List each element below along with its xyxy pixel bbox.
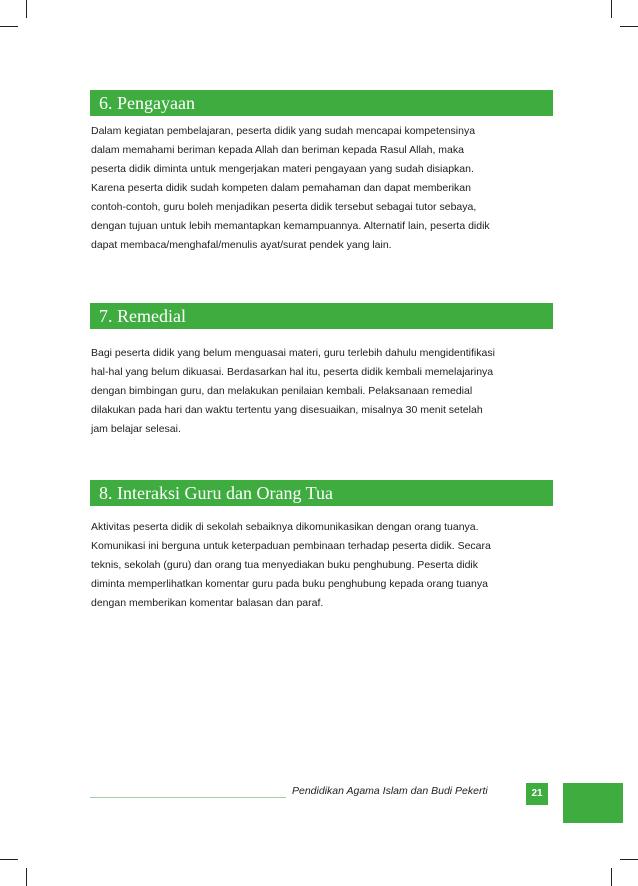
paragraph-line: contoh-contoh, guru boleh menjadikan peserta didik tersebut sebagai tutor sebaya, — [91, 201, 477, 213]
crop-mark — [611, 0, 612, 18]
crop-mark — [0, 859, 18, 860]
paragraph-line: peserta didik diminta untuk mengerjakan materi pengayaan yang sudah disiapkan. — [91, 163, 474, 175]
paragraph-line: dengan bimbingan guru, dan melakukan penilaian kembali. Pelaksanaan remedial — [91, 385, 473, 397]
paragraph-line: Aktivitas peserta didik di sekolah sebaiknya dikomunikasikan dengan orang tuanya. — [91, 521, 479, 533]
crop-mark — [26, 868, 27, 886]
paragraph-line: Dalam kegiatan pembelajaran, peserta didik yang sudah mencapai kompetensinya — [91, 125, 476, 137]
section-heading-interaksi: 8. Interaksi Guru dan Orang Tua — [90, 480, 553, 506]
paragraph-line: dengan memberikan komentar balasan dan paraf. — [91, 597, 324, 609]
paragraph-line: Karena peserta didik sudah kompeten dalam pemahaman dan dapat memberikan — [91, 182, 471, 194]
section-paragraph-pengayaan — [91, 122, 567, 255]
paragraph-line: jam belajar selesai. — [91, 423, 181, 435]
paragraph-line: diminta memperlihatkan komentar guru pada buku penghubung kepada orang tuanya — [91, 578, 488, 590]
footer-divider — [90, 797, 286, 798]
crop-mark — [620, 26, 638, 27]
paragraph-line: Bagi peserta didik yang belum menguasai materi, guru terlebih dahulu mengidentifikasi — [91, 347, 495, 359]
paragraph-line: dalam memahami beriman kepada Allah dan beriman kepada Rasul Allah, maka — [91, 144, 464, 156]
crop-mark — [620, 859, 638, 860]
paragraph-line: teknis, sekolah (guru) dan orang tua menyediakan buku penghubung. Peserta didik — [91, 559, 479, 571]
section-heading-remedial: 7. Remedial — [90, 303, 553, 329]
paragraph-line: dengan tujuan untuk lebih memantapkan kemampuannya. Alternatif lain, peserta didik — [91, 220, 490, 232]
section-heading-pengayaan: 6. Pengayaan — [90, 90, 553, 116]
paragraph-line: dapat membaca/menghafal/menulis ayat/surat pendek yang lain. — [91, 239, 392, 251]
page-number: 21 — [526, 783, 548, 805]
footer-accent-block — [563, 783, 623, 823]
crop-mark — [611, 868, 612, 886]
section-paragraph-interaksi — [91, 518, 567, 613]
section-paragraph-remedial — [91, 344, 567, 439]
footer-book-title: Pendidikan Agama Islam dan Budi Pekerti — [292, 785, 488, 797]
crop-mark — [0, 26, 18, 27]
paragraph-line: dilakukan pada hari dan waktu tertentu yang disesuaikan, misalnya 30 menit setelah — [91, 404, 483, 416]
crop-mark — [26, 0, 27, 18]
paragraph-line: Komunikasi ini berguna untuk keterpaduan pembinaan terhadap peserta didik. Secara — [91, 540, 491, 552]
paragraph-line: hal-hal yang belum dikuasai. Berdasarkan hal itu, peserta didik kembali memelajarinya — [91, 366, 494, 378]
